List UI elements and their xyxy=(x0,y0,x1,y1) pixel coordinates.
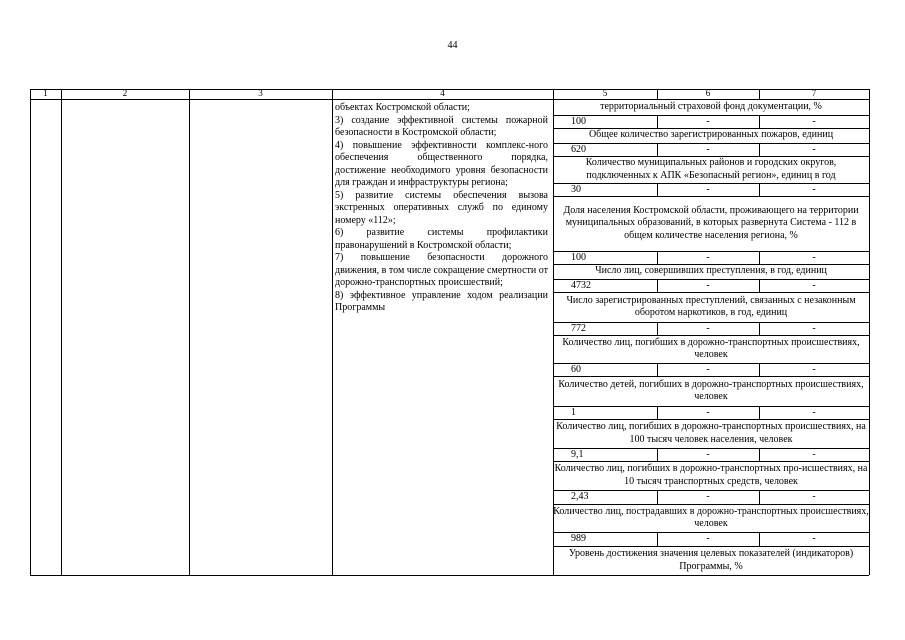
row-rule xyxy=(553,156,869,157)
tasks-list xyxy=(335,102,548,315)
cell-divider xyxy=(657,490,658,504)
cell-divider xyxy=(657,322,658,335)
indicator-values-row xyxy=(553,532,869,546)
row-rule xyxy=(553,376,869,377)
indicator-value-col6: - xyxy=(706,115,710,127)
header-col-6: 6 xyxy=(705,88,711,98)
page-number: 44 xyxy=(447,40,458,51)
cell-divider xyxy=(657,532,658,546)
indicator-value-col7: - xyxy=(812,533,816,544)
indicator-title: Количество муниципальных районов и городских округов, подключенных к АПК «Безопасный регион», единиц в год xyxy=(585,157,837,181)
indicator-value: 989 xyxy=(571,533,586,544)
task-item: 5) развитие системы обеспечения вызова экстренных оперативных служб по единому номеру «112»; xyxy=(335,189,548,226)
indicator-value: 1 xyxy=(571,406,576,418)
cell-divider xyxy=(657,183,658,196)
indicator-table xyxy=(30,89,869,575)
indicator-value-col6: - xyxy=(706,533,710,544)
indicator-value: 4732 xyxy=(571,279,591,291)
indicator-value-col7: - xyxy=(812,279,816,291)
indicator-value: 100 xyxy=(571,115,586,127)
task-item: 7) повышение безопасности дорожного движения, в том числе сокращение смертности от дорожно-транспортных происшествий; xyxy=(335,252,548,288)
row-rule xyxy=(553,196,869,197)
row-rule xyxy=(553,143,869,144)
indicator-values-row xyxy=(553,406,869,419)
indicator-values-row xyxy=(553,183,869,196)
indicator-value-col6: - xyxy=(706,406,710,418)
header-col-3: 3 xyxy=(258,88,263,98)
cell-divider xyxy=(657,406,658,419)
indicator-value-col7: - xyxy=(812,448,816,460)
indicator-value: 60 xyxy=(571,363,581,375)
task-item: 4) повышение эффективности комплекс-ного обеспечения общественного порядка, достижение необходимого уровня безопасности для граждан и инфраструктуры региона; xyxy=(335,139,548,188)
indicator-title: Количество лиц, погибших в дорожно-транспортных происшествиях, человек xyxy=(562,336,860,360)
indicator-value-col7: - xyxy=(812,406,816,418)
indicator-value: 30 xyxy=(571,183,581,195)
table-border-left xyxy=(30,89,31,575)
indicator-values-row xyxy=(553,448,869,461)
indicator-value-col6: - xyxy=(706,279,710,291)
table-border-bottom xyxy=(30,575,869,576)
cell-divider xyxy=(759,279,760,292)
cell-divider xyxy=(657,143,658,156)
task-item: 8) эффективное управление ходом реализации Программы xyxy=(335,289,548,313)
row-rule xyxy=(553,335,869,336)
indicator-value: 772 xyxy=(571,322,586,334)
indicator-value: 620 xyxy=(571,143,586,155)
task-item: 6) развитие системы профилактики правонарушений в Костромской области; xyxy=(335,227,548,251)
row-rule xyxy=(553,128,869,129)
indicator-value: 100 xyxy=(571,251,586,263)
row-rule xyxy=(553,490,869,491)
column-divider xyxy=(189,89,190,575)
indicator-title: Число зарегистрированных преступлений, связанных с незаконным оборотом наркотиков, в год, единиц xyxy=(566,294,856,318)
indicator-title: Доля населения Костромской области, проживающего на территории муниципальных образований, в которых развернута Система - 112 в общем количестве населения региона, % xyxy=(563,204,859,241)
indicator-value: 9,1 xyxy=(571,448,584,460)
indicator-title: Количество лиц, погибших в дорожно-транспортных происшествиях, на 100 тысяч человек населения, человек xyxy=(556,421,866,445)
row-rule xyxy=(553,546,869,547)
indicator-value: 2,43 xyxy=(571,491,589,502)
header-divider xyxy=(759,89,760,99)
indicator-values-row xyxy=(553,363,869,376)
header-col-5: 5 xyxy=(602,88,608,98)
indicator-value-col6: - xyxy=(706,322,710,334)
row-rule xyxy=(553,419,869,420)
cell-divider xyxy=(657,115,658,128)
cell-divider xyxy=(759,363,760,376)
task-item: объектах Костромской области; xyxy=(335,102,470,113)
row-rule xyxy=(553,363,869,364)
cell-divider xyxy=(759,143,760,156)
indicator-value-col7: - xyxy=(812,363,816,375)
cell-divider xyxy=(657,279,658,292)
cell-divider xyxy=(657,363,658,376)
row-rule xyxy=(553,264,869,265)
header-divider xyxy=(657,89,658,99)
indicator-title: Общее количество зарегистрированных пожаров, единиц xyxy=(588,129,834,141)
indicator-title: территориальный страховой фонд документации, % xyxy=(600,101,822,113)
row-rule xyxy=(553,292,869,293)
indicator-values-row xyxy=(553,490,869,504)
indicator-values-row xyxy=(553,279,869,292)
cell-divider xyxy=(759,183,760,196)
indicator-values-row xyxy=(553,143,869,156)
row-rule xyxy=(553,448,869,449)
indicator-values-row xyxy=(553,115,869,128)
cell-divider xyxy=(759,251,760,264)
header-col-4: 4 xyxy=(440,88,445,98)
row-rule xyxy=(553,406,869,407)
cell-divider xyxy=(759,406,760,419)
row-rule xyxy=(553,504,869,505)
header-col-7: 7 xyxy=(811,88,817,98)
indicator-value-col6: - xyxy=(706,448,710,460)
column-divider xyxy=(332,89,333,575)
task-item: 3) создание эффективной системы пожарной безопасности в Костромской области; xyxy=(335,114,548,138)
cell-divider xyxy=(759,532,760,546)
row-rule xyxy=(553,322,869,323)
column-divider xyxy=(61,89,62,575)
row-rule xyxy=(553,115,869,116)
indicator-values-row xyxy=(553,322,869,335)
row-rule xyxy=(553,279,869,280)
cell-divider xyxy=(759,448,760,461)
indicator-value-col7: - xyxy=(812,115,816,127)
indicator-value-col7: - xyxy=(812,183,816,195)
cell-divider xyxy=(657,448,658,461)
indicator-value-col6: - xyxy=(706,491,710,502)
indicator-value-col7: - xyxy=(812,251,816,263)
indicator-value-col7: - xyxy=(812,143,816,155)
indicator-values-row xyxy=(553,251,869,264)
indicator-title: Число лиц, совершивших преступления, в год, единиц xyxy=(595,265,827,277)
indicator-value-col7: - xyxy=(812,491,816,502)
cell-divider xyxy=(759,322,760,335)
row-rule xyxy=(553,251,869,252)
cell-divider xyxy=(759,115,760,128)
indicator-title: Количество лиц, погибших в дорожно-транспортных про-исшествиях, на 10 тысяч транспортных средств, человек xyxy=(554,463,868,487)
row-rule xyxy=(553,461,869,462)
row-rule xyxy=(553,183,869,184)
table-border-right xyxy=(869,89,870,575)
indicator-title: Уровень достижения значения целевых показателей (индикаторов) Программы, % xyxy=(568,548,854,572)
header-col-2: 2 xyxy=(122,88,128,98)
indicator-value-col6: - xyxy=(706,183,710,195)
cell-divider xyxy=(759,490,760,504)
indicator-value-col6: - xyxy=(706,363,710,375)
header-col-1: 1 xyxy=(43,88,48,98)
indicator-title: Количество детей, погибших в дорожно-транспортных происшествиях, человек xyxy=(558,378,864,402)
row-rule xyxy=(553,532,869,533)
indicator-value-col7: - xyxy=(812,322,816,334)
indicator-title: Количество лиц, пострадавших в дорожно-транспортных происшествиях, человек xyxy=(553,505,869,529)
cell-divider xyxy=(657,251,658,264)
indicator-value-col6: - xyxy=(706,143,710,155)
indicator-value-col6: - xyxy=(706,251,710,263)
